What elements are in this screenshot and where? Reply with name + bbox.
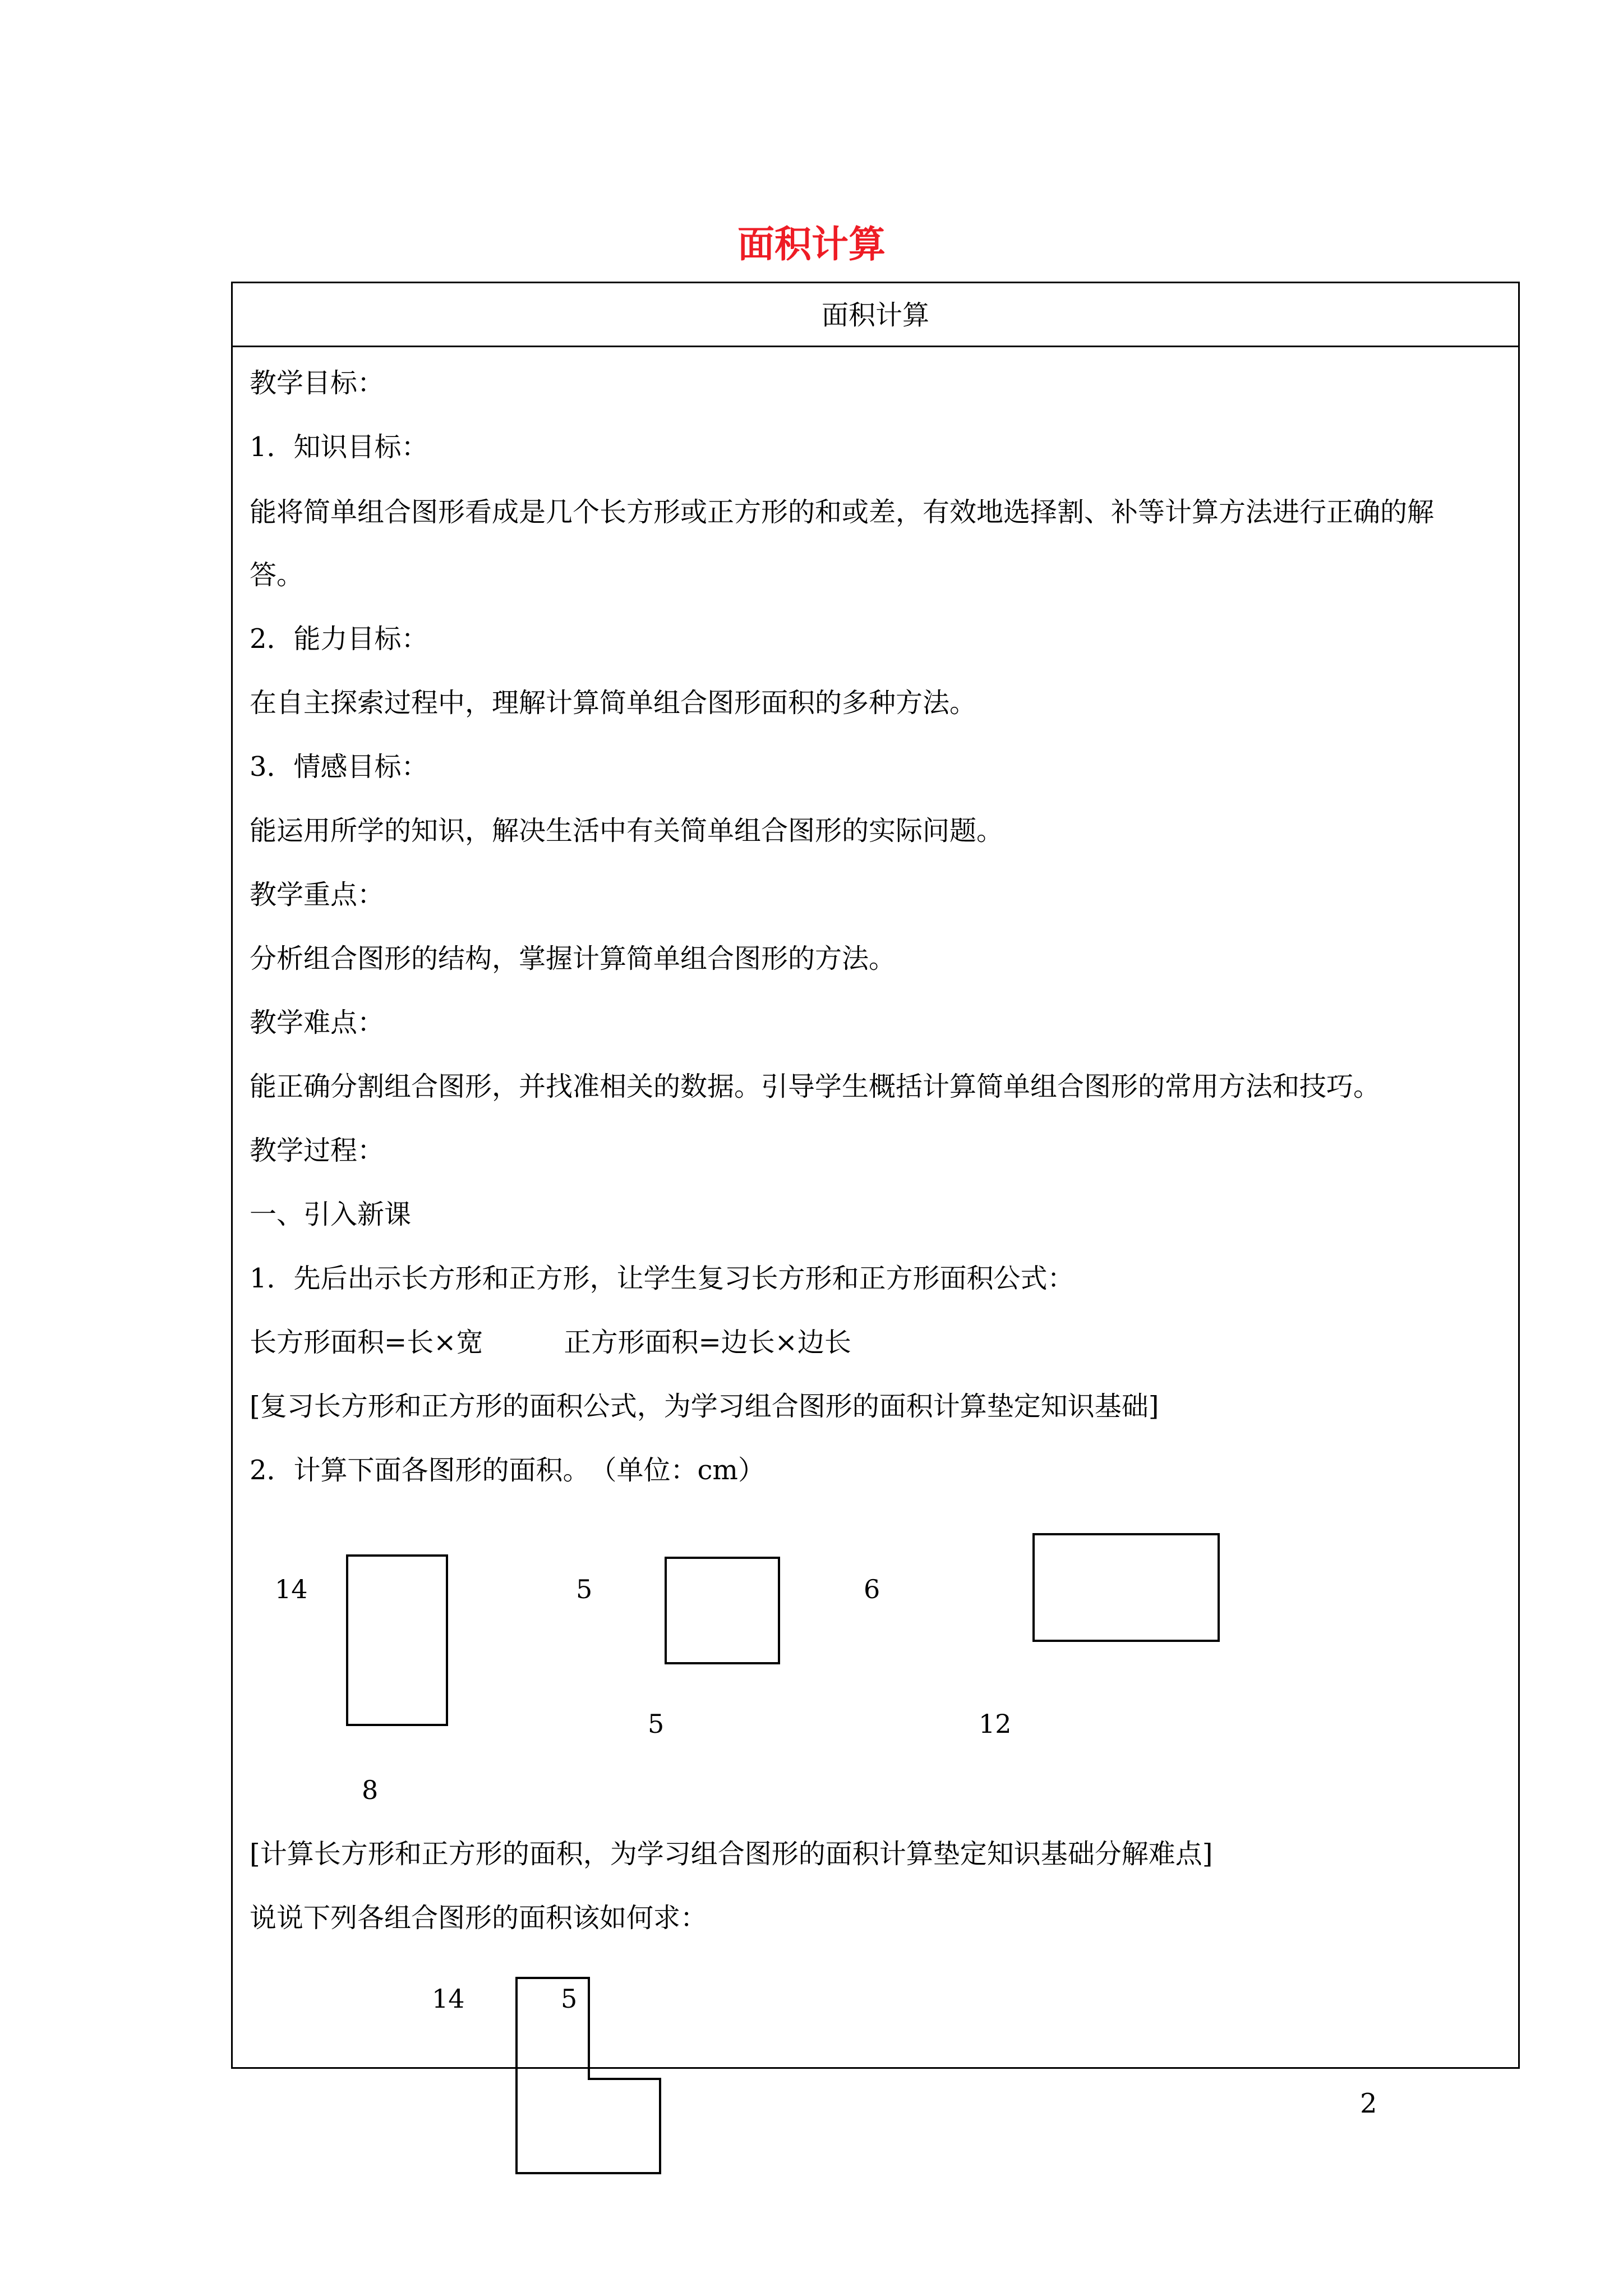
rect2-width-label: 12 — [979, 1709, 1012, 1739]
text-line: 2．能力目标： — [250, 623, 428, 655]
text-line: 2．计算下面各图形的面积。 （单位：cm） — [250, 1455, 765, 1486]
text-line: 答。 — [250, 559, 304, 591]
text-line: 教学难点： — [250, 1007, 385, 1038]
text-line: 说说下列各组合图形的面积该如何求： — [250, 1902, 708, 1934]
rect2-height-label: 6 — [864, 1574, 880, 1604]
text-line: 教学过程： — [250, 1135, 385, 1166]
text-line: 分析组合图形的结构，掌握计算简单组合图形的方法。 — [250, 943, 896, 974]
text-line: 一、引入新课 — [250, 1199, 412, 1230]
text-line: [复习长方形和正方形的面积公式，为学习组合图形的面积计算垫定知识基础] — [250, 1391, 1159, 1422]
text-line: 在自主探索过程中，理解计算简单组合图形面积的多种方法。 — [250, 687, 977, 719]
text-line: 教学重点： — [250, 879, 385, 910]
text-line: 3．情感目标： — [250, 751, 428, 783]
text-line: 长方形面积=长×宽 正方形面积=边长×边长 — [250, 1327, 851, 1358]
table-header: 面积计算 — [233, 283, 1518, 347]
square-width-label: 5 — [648, 1709, 665, 1739]
text-line: 教学目标： — [250, 367, 385, 399]
text-line: 能正确分割组合图形，并找准相关的数据。引导学生概括计算简单组合图形的常用方法和技巧。 — [250, 1071, 1381, 1102]
text-line: 1．知识目标： — [250, 431, 428, 463]
document-title: 面积计算 — [737, 222, 886, 266]
text-line: [计算长方形和正方形的面积，为学习组合图形的面积计算垫定知识基础分解难点] — [250, 1838, 1213, 1870]
text-line: 1．先后出示长方形和正方形，让学生复习长方形和正方形面积公式： — [250, 1263, 1075, 1294]
page-number: 2 — [1360, 2088, 1377, 2119]
text-line: 能运用所学的知识，解决生活中有关简单组合图形的实际问题。 — [250, 815, 1004, 846]
square-height-label: 5 — [576, 1574, 593, 1604]
composite-l-shape — [517, 1978, 660, 2173]
rect1-width-label: 8 — [362, 1775, 379, 1805]
composite-top-width-label: 5 — [561, 1984, 578, 2014]
text-line: 能将简单组合图形看成是几个长方形或正方形的和或差，有效地选择割、补等计算方法进行正确的解 — [250, 496, 1435, 528]
rect1-height-label: 14 — [275, 1574, 308, 1604]
composite-height-label: 14 — [432, 1984, 465, 2014]
